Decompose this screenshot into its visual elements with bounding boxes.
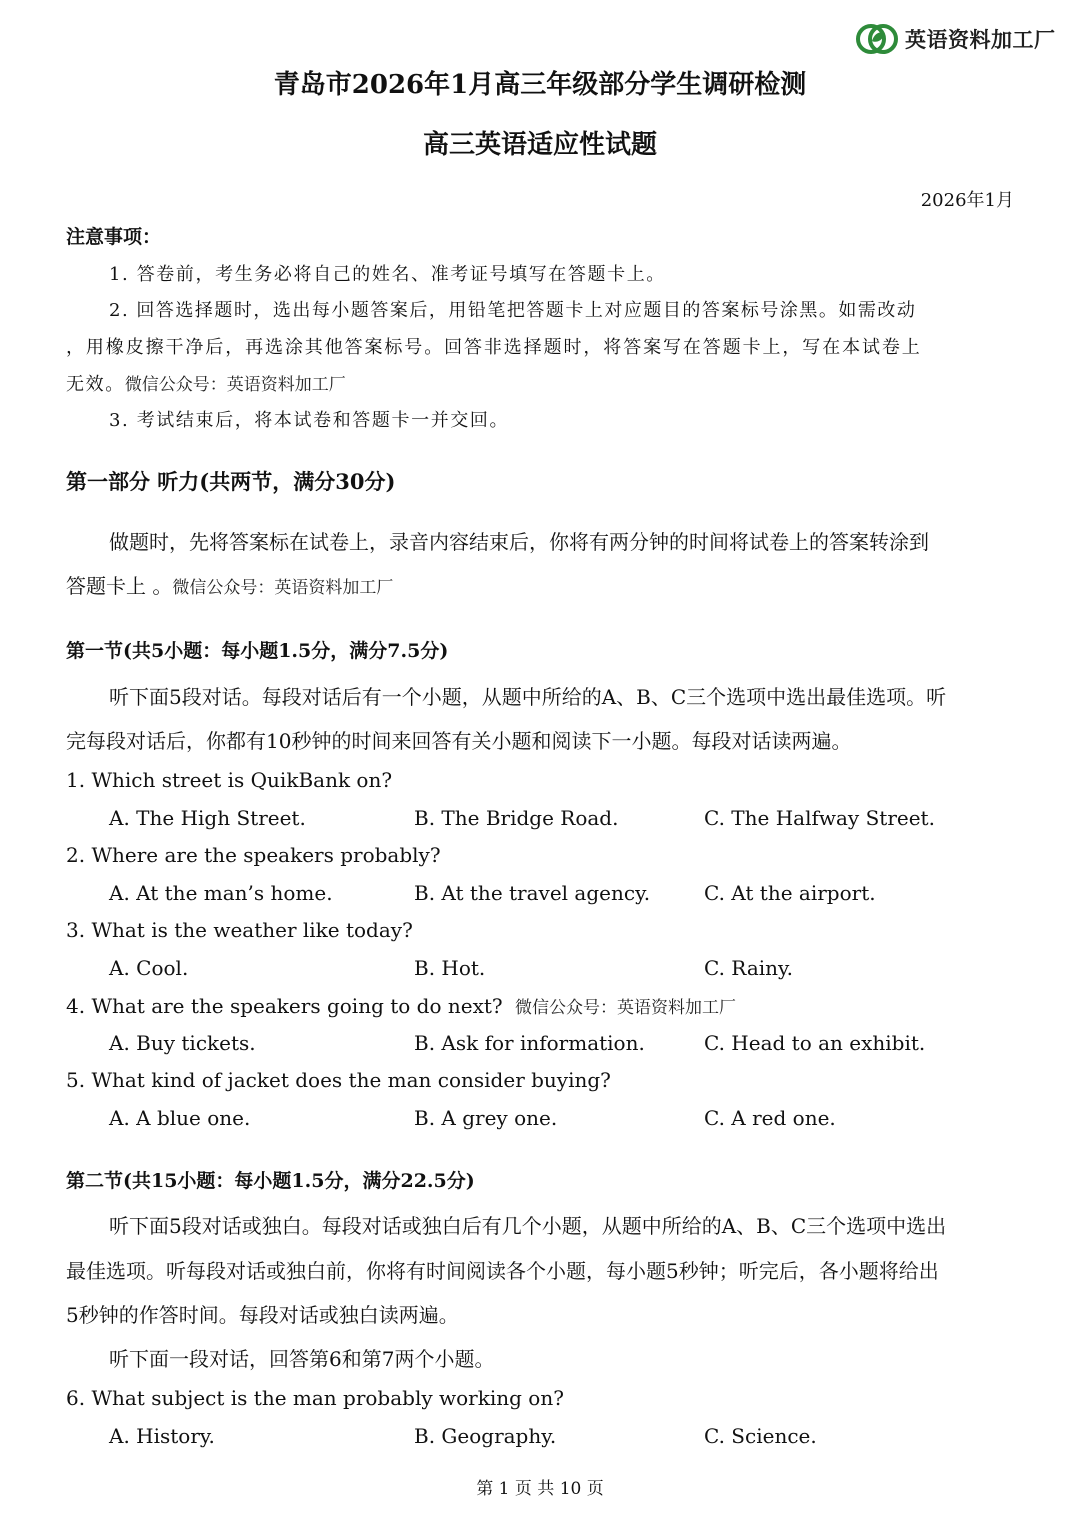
page-number: 第 1 页 共 10 页 (476, 1479, 604, 1499)
question-2-option-c: C. At the airport. (704, 881, 876, 905)
part1-intro-line-1: 做题时，先将答案标在试卷上，录音内容结束后，你将有两分钟的时间将试卷上的答案转涂到 (109, 530, 929, 554)
part1-intro-line-2 (66, 570, 393, 599)
question-3-option-c: C. Rainy. (704, 956, 794, 980)
section2-intro-line-3: 5秒钟的作答时间。每段对话或独白读两遍。 (66, 1303, 459, 1327)
question-4-option-b: B. Ask for information. (414, 1031, 645, 1055)
question-6-option-b: B. Geography. (414, 1424, 557, 1448)
question-3: 3. What is the weather like today? (66, 918, 413, 942)
part1-intro-line-2-text: 答题卡上 。 (66, 574, 173, 598)
notice-item-2-line-3 (66, 370, 346, 396)
question-3-option-a: A. Cool. (109, 956, 189, 980)
notice-item-2-line-3-text: 无效。 (66, 374, 125, 395)
question-5-option-c: C. A red one. (704, 1106, 836, 1130)
brand-logo (855, 22, 1056, 56)
section1-intro-line-2: 完每段对话后，你都有10秒钟的时间来回答有关小题和阅读下一小题。每段对话读两遍。 (66, 729, 852, 753)
notice-item-2-line-2: ，用橡皮擦干净后，再选涂其他答案标号。回答非选择题时，将答案写在答题卡上，写在本试卷上 (66, 337, 922, 358)
exam-date: 2026年1月 (920, 190, 1014, 211)
brand-name: 英语资料加工厂 (905, 28, 1056, 52)
question-1: 1. Which street is QuikBank on? (66, 768, 393, 792)
question-3-option-b: B. Hot. (414, 956, 486, 980)
question-5: 5. What kind of jacket does the man consider buying? (66, 1068, 611, 1092)
watermark-text: 微信公众号：英语资料加工厂 (514, 998, 736, 1018)
question-1-option-c: C. The Halfway Street. (704, 806, 935, 830)
question-6-option-a: A. History. (109, 1424, 215, 1448)
section2-direction: 听下面一段对话，回答第6和第7两个小题。 (109, 1347, 495, 1371)
watermark-text: 微信公众号：英语资料加工厂 (124, 375, 346, 395)
question-5-option-b: B. A grey one. (414, 1106, 558, 1130)
notice-heading: 注意事项： (66, 226, 162, 248)
question-4-option-a: A. Buy tickets. (109, 1031, 256, 1055)
part1-heading: 第一部分 听力(共两节，满分30分) (66, 469, 396, 494)
watermark-text: 微信公众号：英语资料加工厂 (172, 578, 394, 598)
question-2-option-b: B. At the travel agency. (414, 881, 651, 905)
question-5-option-a: A. A blue one. (109, 1106, 251, 1130)
question-6-option-c: C. Science. (704, 1424, 817, 1448)
notice-item-2-line-1: 2. 回答选择题时，选出每小题答案后，用铅笔把答题卡上对应题目的答案标号涂黑。如需改动 (109, 300, 917, 321)
question-4-line (66, 993, 736, 1018)
section2-intro-line-2: 最佳选项。听每段对话或独白前，你将有时间阅读各个小题，每小题5秒钟；听完后，各小题将给出 (66, 1259, 939, 1283)
question-4-option-c: C. Head to an exhibit. (704, 1031, 926, 1055)
question-2-option-a: A. At the man’s home. (109, 881, 333, 905)
notice-item-3: 3. 考试结束后，将本试卷和答题卡一并交回。 (109, 410, 510, 431)
section1-heading: 第一节(共5小题：每小题1.5分，满分7.5分) (66, 640, 449, 662)
question-4: 4. What are the speakers going to do next? (66, 994, 503, 1018)
exam-title: 青岛市2026年1月高三年级部分学生调研检测 (273, 70, 807, 100)
exam-subtitle: 高三英语适应性试题 (422, 130, 657, 160)
notice-item-1: 1. 答卷前，考生务必将自己的姓名、准考证号填写在答题卡上。 (109, 264, 666, 285)
section2-heading: 第二节(共15小题：每小题1.5分，满分22.5分) (66, 1170, 475, 1192)
question-6: 6. What subject is the man probably working on? (66, 1386, 564, 1410)
question-1-option-a: A. The High Street. (109, 806, 306, 830)
leaf-logo-icon (855, 23, 899, 55)
section2-intro-line-1: 听下面5段对话或独白。每段对话或独白后有几个小题，从题中所给的A、B、C三个选项中选出 (109, 1214, 947, 1238)
question-1-option-b: B. The Bridge Road. (414, 806, 619, 830)
section1-intro-line-1: 听下面5段对话。每段对话后有一个小题，从题中所给的A、B、C三个选项中选出最佳选项。听 (109, 685, 947, 709)
question-2: 2. Where are the speakers probably? (66, 843, 441, 867)
